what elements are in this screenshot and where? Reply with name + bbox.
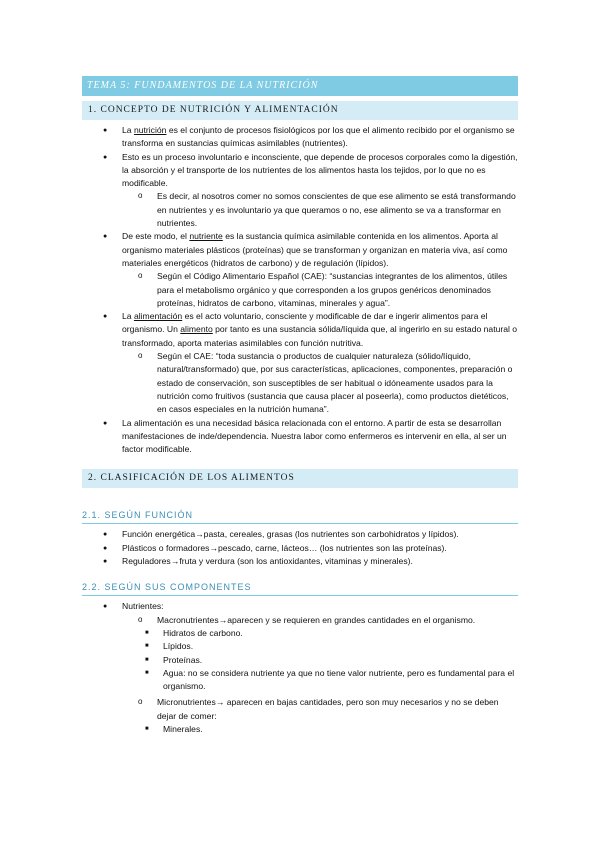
term-alimentacion: alimentación [133,311,183,322]
list-item: ● Función energética→pasta, cereales, grasas (los nutrientes son carbohidratos y lípidos). [82,528,518,541]
text: es el conjunto de procesos fisiológicos por los que el alimento recibido por el organismo se transforma en sustancias químicas asimilables (nutrientes). [122,125,515,149]
list-item [82,124,518,151]
text: es la sustancia química asimilable contenida en los alimentos. Aporta al organismo materiales plásticos (proteínas) que se transforman y organizan en materia viva, así como materiales energéticos (hidratos de carbono) y de regulación (lípidos). [122,231,508,268]
text: Micronutrientes→ aparecen en bajas cantidades, pero son muy necesarios y no se deben dejar de comer: [157,697,499,721]
list-item: ■ Proteínas. [117,654,518,667]
list-item [117,614,518,694]
document-title: TEMA 5: FUNDAMENTOS DE LA NUTRICIÓN [82,76,518,96]
list-item: ■ Lípidos. [117,640,518,653]
list-item: o Según el Código Alimentario Español (CAE): “sustancias integrantes de los alimentos, útiles para el metabolismo orgánico y que corresponden a los grupos genéricos denominados proteínas, hidratos de carbono, vitaminas, minerales y agua”. [117,270,518,310]
list-item [82,310,518,416]
section-2-heading: 2. CLASIFICACIÓN DE LOS ALIMENTOS [82,469,518,488]
function-list [82,528,518,568]
sublist [82,350,518,416]
text: La [122,311,134,322]
list-item [117,696,518,736]
term-nutricion: nutrición [133,125,167,135]
macro-list [117,627,518,693]
text: La [122,125,134,135]
list-item: ■ Hidratos de carbono. [117,627,518,640]
list-item [82,151,518,231]
section-1-list [82,124,518,456]
list-item: ● Plásticos o formadores→pescado, carne, lácteos… (los nutrientes son las proteínas). [82,542,518,555]
text: Macronutrientes→aparecen y se requieren en grandes cantidades en el organismo. [157,614,476,625]
list-item [82,600,518,736]
list-item: ■ Minerales. [117,723,518,736]
sublist [82,190,518,230]
sublist [82,614,518,737]
list-item: o Según el CAE: “toda sustancia o productos de cualquier naturaleza (sólido/líquido, natural/transformado) que, por sus características, aplicaciones, componentes, preparación o estado de conservación, son susceptibles de ser habitual o idóneamente usados para la nutrición como fruitivos (sustancia que causa placer al poseerla), como productos dietéticos, en casos especiales en la nutrición humana”. [117,350,518,416]
text: Nutrientes: [122,601,164,612]
term-alimento: alimento [180,324,213,335]
text: De este modo, el [122,231,190,242]
list-item: ● Reguladores→fruta y verdura (son los antioxidantes, vitaminas y minerales). [82,555,518,568]
list-item: o Es decir, al nosotros comer no somos conscientes de que ese alimento se está transformando en nutrientes y es involuntario ya que queramos o no, ese alimento se va a transformar en nutrientes. [117,190,518,230]
subsection-2-2-heading: 2.2. SEGÚN SUS COMPONENTES [82,582,518,596]
sublist [82,270,518,310]
text: por tanto es una sustancia sólida/líquida que, al ingerirlo en su estado natural o transformado, aporta materias asimilables con función nutritiva. [122,324,518,348]
text: es el acto voluntario, consciente y modificable de dar e ingerir alimentos para el organismo. Un [122,311,488,335]
document-page [82,76,518,736]
list-item: ● La alimentación es una necesidad básica relacionada con el entorno. A partir de esta se desarrollan manifestaciones de inde/dependencia. Nuestra labor como enfermeros es intervenir en ella, al ser un factor modificable. [82,417,518,457]
subsection-2-1-heading: 2.1. SEGÚN FUNCIÓN [82,510,518,524]
list-item: ■ Agua: no se considera nutriente ya que no tiene valor nutriente, pero es fundamental para el organismo. [117,667,518,694]
micro-list [117,723,518,736]
section-1-heading: 1. CONCEPTO DE NUTRICIÓN Y ALIMENTACIÓN [82,101,518,120]
list-item [82,230,518,310]
term-nutriente: nutriente [189,231,223,242]
components-list [82,600,518,736]
text: Esto es un proceso involuntario e inconsciente, que depende de procesos corporales como la digestión, la absorción y el transporte de los nutrientes de los alimentos hasta los tejidos, por lo que no es modificable. [122,151,518,189]
